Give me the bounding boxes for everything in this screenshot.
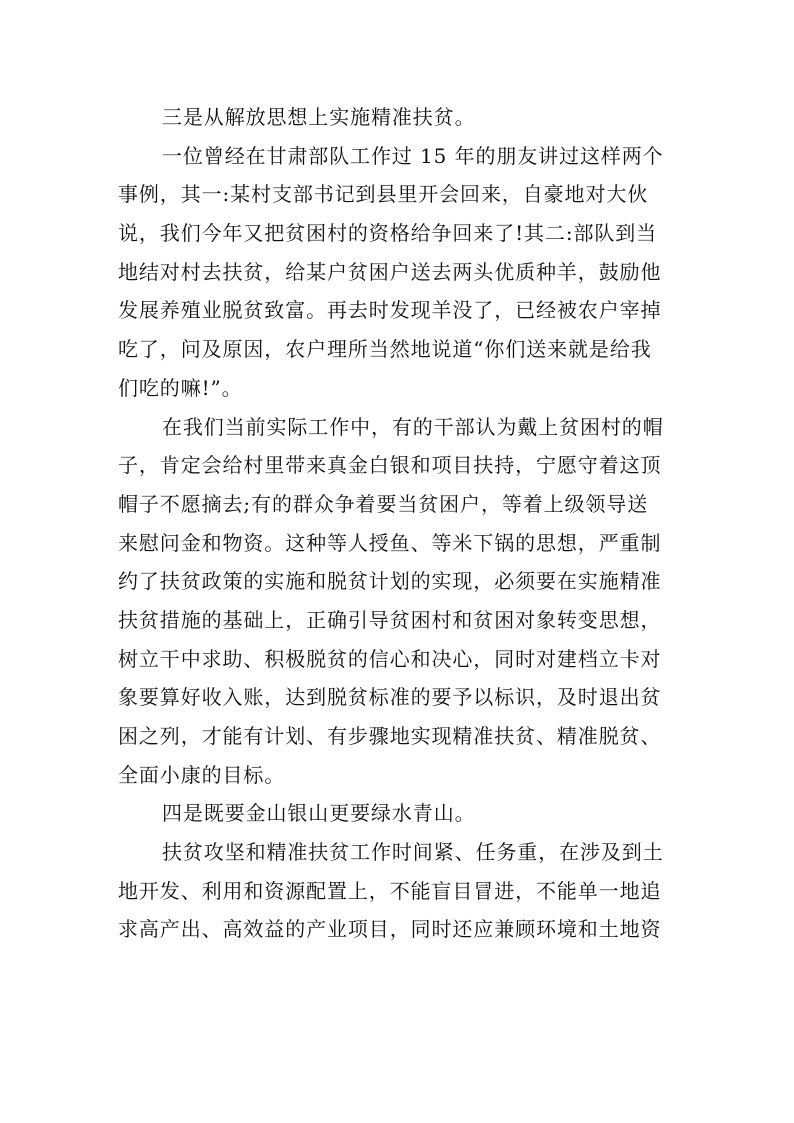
paragraph-line: 帽子不愿摘去;有的群众争着要当贫困户，等着上级领导送	[118, 491, 649, 516]
document-body	[118, 98, 678, 949]
paragraph-line: 子，肯定会给村里带来真金白银和项目扶持，宁愿守着这顶	[118, 453, 662, 478]
paragraph-line: 来慰问金和物资。这种等人授鱼、等米下锅的思想，严重制	[118, 530, 662, 555]
paragraph-line: 说，我们今年又把贫困村的资格给争回来了!其二:部队到当	[118, 221, 658, 246]
paragraph-line: 发展养殖业脱贫致富。再去时发现羊没了，已经被农户宰掉	[118, 298, 662, 323]
paragraph-line: 们吃的嘛!”。	[118, 375, 243, 400]
paragraph-line: 约了扶贫政策的实施和脱贫计划的实现，必须要在实施精准	[118, 569, 662, 594]
paragraph-line: 地结对村去扶贫，给某户贫困户送去两头优质种羊，鼓励他	[118, 259, 662, 284]
paragraph-line: 地开发、利用和资源配置上，不能盲目冒进，不能单一地追	[118, 878, 662, 903]
paragraph-line: 求高产出、高效益的产业项目，同时还应兼顾环境和土地资	[118, 917, 662, 942]
paragraph-line: 在我们当前实际工作中，有的干部认为戴上贫困村的帽	[162, 414, 664, 439]
paragraph-line: 扶贫攻坚和精准扶贫工作时间紧、任务重，在涉及到土	[162, 840, 664, 865]
paragraph-line: 全面小康的目标。	[118, 762, 286, 787]
paragraph-line: 树立干中求助、积极脱贫的信心和决心，同时对建档立卡对	[118, 646, 662, 671]
paragraph-line: 一位曾经在甘肃部队工作过 15 年的朋友讲过这样两个	[162, 143, 664, 168]
paragraph-line: 扶贫措施的基础上，正确引导贫困村和贫困对象转变思想，	[118, 607, 662, 632]
paragraph-line: 吃了，问及原因，农户理所当然地说道“你们送来就是给我	[118, 337, 652, 362]
paragraph-line: 象要算好收入账，达到脱贫标准的要予以标识，及时退出贫	[118, 685, 662, 710]
paragraph-line: 事例，其一:某村支部书记到县里开会回来，自豪地对大伙	[118, 182, 649, 207]
section-heading-three: 三是从解放思想上实施精准扶贫。	[162, 105, 476, 129]
section-heading-four: 四是既要金山银山更要绿水青山。	[162, 801, 476, 826]
paragraph-line: 困之列，才能有计划、有步骤地实现精准扶贫、精准脱贫、	[118, 724, 662, 748]
